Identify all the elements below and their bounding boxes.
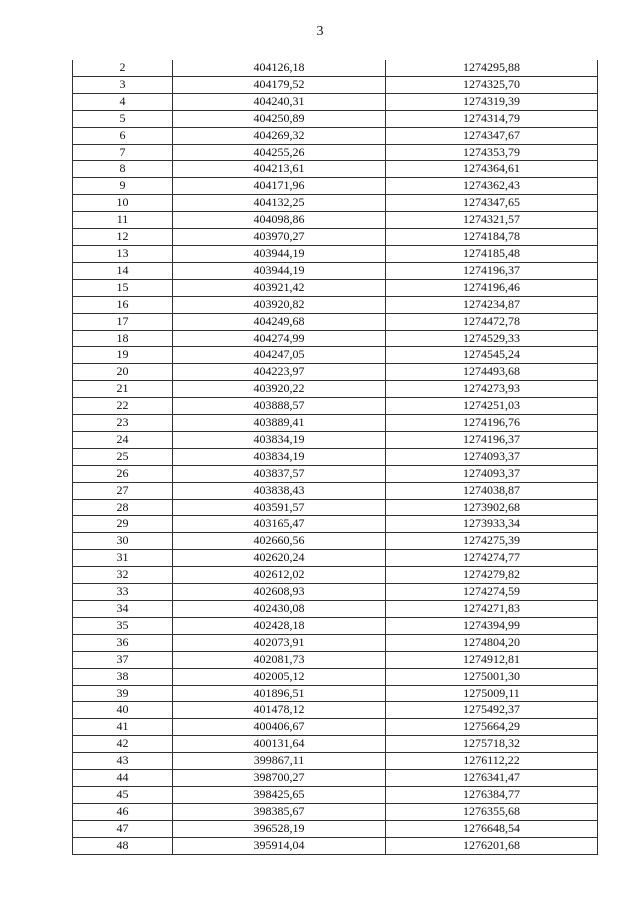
table-row — [73, 279, 598, 296]
table-row — [73, 550, 598, 567]
x-coordinate-cell: 404240,31 — [173, 93, 386, 110]
table-row — [73, 313, 598, 330]
point-number-cell: 4 — [73, 93, 173, 110]
point-number-cell: 23 — [73, 415, 173, 432]
point-number-cell: 27 — [73, 482, 173, 499]
x-coordinate-cell: 400131,64 — [173, 736, 386, 753]
table-row — [73, 364, 598, 381]
y-coordinate-cell: 1276355,68 — [386, 803, 598, 820]
point-number-cell: 18 — [73, 330, 173, 347]
x-coordinate-cell: 398700,27 — [173, 770, 386, 787]
y-coordinate-cell: 1276648,54 — [386, 820, 598, 837]
point-number-cell: 42 — [73, 736, 173, 753]
point-number-cell: 36 — [73, 634, 173, 651]
point-number-cell: 37 — [73, 651, 173, 668]
x-coordinate-cell: 395914,04 — [173, 837, 386, 854]
y-coordinate-cell: 1274275,39 — [386, 533, 598, 550]
x-coordinate-cell: 402081,73 — [173, 651, 386, 668]
point-number-cell: 31 — [73, 550, 173, 567]
x-coordinate-cell: 404274,99 — [173, 330, 386, 347]
y-coordinate-cell: 1273933,34 — [386, 516, 598, 533]
point-number-cell: 9 — [73, 178, 173, 195]
y-coordinate-cell: 1274093,37 — [386, 448, 598, 465]
table-row — [73, 178, 598, 195]
table-row — [73, 567, 598, 584]
point-number-cell: 39 — [73, 685, 173, 702]
table-row — [73, 195, 598, 212]
point-number-cell: 45 — [73, 786, 173, 803]
y-coordinate-cell: 1276201,68 — [386, 837, 598, 854]
x-coordinate-cell: 402620,24 — [173, 550, 386, 567]
table-row — [73, 702, 598, 719]
y-coordinate-cell: 1274321,57 — [386, 212, 598, 229]
table-row — [73, 499, 598, 516]
point-number-cell: 26 — [73, 465, 173, 482]
point-number-cell: 34 — [73, 601, 173, 618]
x-coordinate-cell: 403888,57 — [173, 398, 386, 415]
y-coordinate-cell: 1274804,20 — [386, 634, 598, 651]
point-number-cell: 16 — [73, 296, 173, 313]
x-coordinate-cell: 403165,47 — [173, 516, 386, 533]
point-number-cell: 6 — [73, 127, 173, 144]
point-number-cell: 22 — [73, 398, 173, 415]
page-number: 3 — [316, 24, 324, 39]
table-row — [73, 262, 598, 279]
table-row — [73, 516, 598, 533]
x-coordinate-cell: 403920,82 — [173, 296, 386, 313]
point-number-cell: 28 — [73, 499, 173, 516]
point-number-cell: 46 — [73, 803, 173, 820]
x-coordinate-cell: 402660,56 — [173, 533, 386, 550]
table-row — [73, 753, 598, 770]
table-row — [73, 837, 598, 854]
y-coordinate-cell: 1274274,59 — [386, 584, 598, 601]
table-row — [73, 415, 598, 432]
point-number-cell: 3 — [73, 76, 173, 93]
table-row — [73, 651, 598, 668]
y-coordinate-cell: 1274362,43 — [386, 178, 598, 195]
x-coordinate-cell: 403837,57 — [173, 465, 386, 482]
point-number-cell: 30 — [73, 533, 173, 550]
x-coordinate-cell: 404269,32 — [173, 127, 386, 144]
x-coordinate-cell: 402073,91 — [173, 634, 386, 651]
point-number-cell: 32 — [73, 567, 173, 584]
x-coordinate-cell: 404249,68 — [173, 313, 386, 330]
y-coordinate-cell: 1274093,37 — [386, 465, 598, 482]
x-coordinate-cell: 403591,57 — [173, 499, 386, 516]
x-coordinate-cell: 401478,12 — [173, 702, 386, 719]
point-number-cell: 19 — [73, 347, 173, 364]
table-row — [73, 76, 598, 93]
y-coordinate-cell: 1273902,68 — [386, 499, 598, 516]
point-number-cell: 38 — [73, 668, 173, 685]
y-coordinate-cell: 1274325,70 — [386, 76, 598, 93]
x-coordinate-cell: 403889,41 — [173, 415, 386, 432]
y-coordinate-cell: 1276384,77 — [386, 786, 598, 803]
y-coordinate-cell: 1274196,37 — [386, 431, 598, 448]
y-coordinate-cell: 1274314,79 — [386, 110, 598, 127]
point-number-cell: 10 — [73, 195, 173, 212]
y-coordinate-cell: 1274347,65 — [386, 195, 598, 212]
x-coordinate-cell: 404247,05 — [173, 347, 386, 364]
x-coordinate-cell: 404213,61 — [173, 161, 386, 178]
y-coordinate-cell: 1274196,37 — [386, 262, 598, 279]
x-coordinate-cell: 404179,52 — [173, 76, 386, 93]
table-row — [73, 381, 598, 398]
point-number-cell: 48 — [73, 837, 173, 854]
table-row — [73, 770, 598, 787]
x-coordinate-cell: 403944,19 — [173, 245, 386, 262]
y-coordinate-cell: 1274912,81 — [386, 651, 598, 668]
y-coordinate-cell: 1274472,78 — [386, 313, 598, 330]
table-row — [73, 820, 598, 837]
table-row — [73, 229, 598, 246]
y-coordinate-cell: 1276112,22 — [386, 753, 598, 770]
y-coordinate-cell: 1274274,77 — [386, 550, 598, 567]
y-coordinate-cell: 1274295,88 — [386, 60, 598, 76]
table-row — [73, 736, 598, 753]
point-number-cell: 25 — [73, 448, 173, 465]
point-number-cell: 21 — [73, 381, 173, 398]
y-coordinate-cell: 1275492,37 — [386, 702, 598, 719]
point-number-cell: 24 — [73, 431, 173, 448]
x-coordinate-cell: 398425,65 — [173, 786, 386, 803]
x-coordinate-cell: 403944,19 — [173, 262, 386, 279]
point-number-cell: 47 — [73, 820, 173, 837]
point-number-cell: 43 — [73, 753, 173, 770]
y-coordinate-cell: 1274545,24 — [386, 347, 598, 364]
point-number-cell: 35 — [73, 617, 173, 634]
table-row — [73, 668, 598, 685]
x-coordinate-cell: 404250,89 — [173, 110, 386, 127]
x-coordinate-cell: 402430,08 — [173, 601, 386, 618]
table-row — [73, 617, 598, 634]
point-number-cell: 12 — [73, 229, 173, 246]
x-coordinate-cell: 402428,18 — [173, 617, 386, 634]
table-row — [73, 161, 598, 178]
y-coordinate-cell: 1275009,11 — [386, 685, 598, 702]
y-coordinate-cell: 1274347,67 — [386, 127, 598, 144]
table-row — [73, 719, 598, 736]
y-coordinate-cell: 1274234,87 — [386, 296, 598, 313]
table-row — [73, 803, 598, 820]
x-coordinate-cell: 404126,18 — [173, 60, 386, 76]
y-coordinate-cell: 1276341,47 — [386, 770, 598, 787]
x-coordinate-cell: 402608,93 — [173, 584, 386, 601]
point-number-cell: 8 — [73, 161, 173, 178]
x-coordinate-cell: 401896,51 — [173, 685, 386, 702]
table-row — [73, 584, 598, 601]
x-coordinate-cell: 403970,27 — [173, 229, 386, 246]
y-coordinate-cell: 1274364,61 — [386, 161, 598, 178]
x-coordinate-cell: 403838,43 — [173, 482, 386, 499]
table-row — [73, 245, 598, 262]
point-number-cell: 2 — [73, 60, 173, 76]
y-coordinate-cell: 1274394,99 — [386, 617, 598, 634]
y-coordinate-cell: 1274185,48 — [386, 245, 598, 262]
y-coordinate-cell: 1274319,39 — [386, 93, 598, 110]
table-row — [73, 601, 598, 618]
table-row — [73, 330, 598, 347]
table-row — [73, 296, 598, 313]
point-number-cell: 11 — [73, 212, 173, 229]
y-coordinate-cell: 1275001,30 — [386, 668, 598, 685]
point-number-cell: 33 — [73, 584, 173, 601]
y-coordinate-cell: 1274273,93 — [386, 381, 598, 398]
x-coordinate-cell: 399867,11 — [173, 753, 386, 770]
point-number-cell: 5 — [73, 110, 173, 127]
x-coordinate-cell: 404098,86 — [173, 212, 386, 229]
x-coordinate-cell: 404223,97 — [173, 364, 386, 381]
x-coordinate-cell: 403834,19 — [173, 448, 386, 465]
x-coordinate-cell: 396528,19 — [173, 820, 386, 837]
x-coordinate-cell: 404171,96 — [173, 178, 386, 195]
table-row — [73, 398, 598, 415]
y-coordinate-cell: 1274196,76 — [386, 415, 598, 432]
table-row — [73, 60, 598, 76]
table-row — [73, 431, 598, 448]
y-coordinate-cell: 1274038,87 — [386, 482, 598, 499]
x-coordinate-cell: 402612,02 — [173, 567, 386, 584]
point-number-cell: 20 — [73, 364, 173, 381]
point-number-cell: 14 — [73, 262, 173, 279]
y-coordinate-cell: 1274184,78 — [386, 229, 598, 246]
table-row — [73, 685, 598, 702]
table-row — [73, 144, 598, 161]
point-number-cell: 15 — [73, 279, 173, 296]
x-coordinate-cell: 398385,67 — [173, 803, 386, 820]
point-number-cell: 41 — [73, 719, 173, 736]
point-number-cell: 44 — [73, 770, 173, 787]
point-number-cell: 40 — [73, 702, 173, 719]
table-row — [73, 482, 598, 499]
x-coordinate-cell: 402005,12 — [173, 668, 386, 685]
x-coordinate-cell: 403921,42 — [173, 279, 386, 296]
table-row — [73, 127, 598, 144]
table-row — [73, 93, 598, 110]
point-number-cell: 7 — [73, 144, 173, 161]
coordinates-table-body — [73, 60, 598, 854]
x-coordinate-cell: 404132,25 — [173, 195, 386, 212]
x-coordinate-cell: 404255,26 — [173, 144, 386, 161]
table-row — [73, 786, 598, 803]
table-row — [73, 212, 598, 229]
y-coordinate-cell: 1274196,46 — [386, 279, 598, 296]
y-coordinate-cell: 1274529,33 — [386, 330, 598, 347]
point-number-cell: 29 — [73, 516, 173, 533]
point-number-cell: 13 — [73, 245, 173, 262]
y-coordinate-cell: 1274279,82 — [386, 567, 598, 584]
table-row — [73, 465, 598, 482]
y-coordinate-cell: 1274251,03 — [386, 398, 598, 415]
y-coordinate-cell: 1274271,83 — [386, 601, 598, 618]
y-coordinate-cell: 1275718,32 — [386, 736, 598, 753]
y-coordinate-cell: 1274493,68 — [386, 364, 598, 381]
table-row — [73, 110, 598, 127]
x-coordinate-cell: 403920,22 — [173, 381, 386, 398]
coordinates-table — [72, 60, 598, 855]
x-coordinate-cell: 400406,67 — [173, 719, 386, 736]
y-coordinate-cell: 1275664,29 — [386, 719, 598, 736]
point-number-cell: 17 — [73, 313, 173, 330]
y-coordinate-cell: 1274353,79 — [386, 144, 598, 161]
table-row — [73, 448, 598, 465]
table-row — [73, 533, 598, 550]
table-row — [73, 347, 598, 364]
table-row — [73, 634, 598, 651]
x-coordinate-cell: 403834,19 — [173, 431, 386, 448]
